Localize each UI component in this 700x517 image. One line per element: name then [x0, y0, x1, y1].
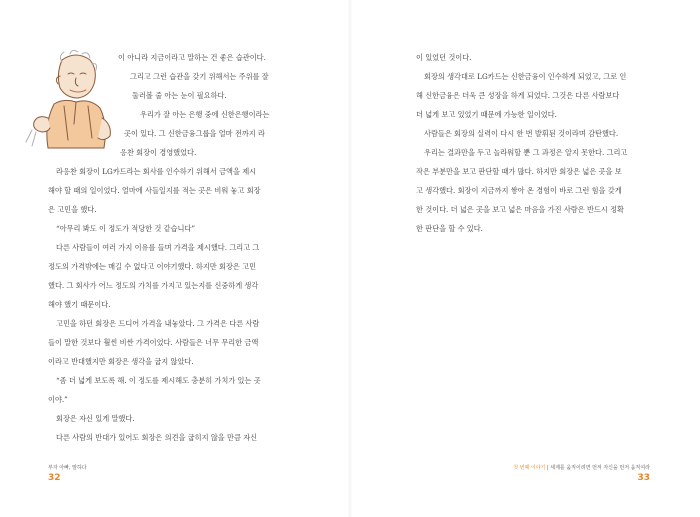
text-line: 고민을 하던 회장은 드디어 가격을 내놓았다. 그 가격은 다른 사람 — [56, 319, 260, 328]
text-line: 한 판단을 할 수 있다. — [416, 224, 483, 233]
text-line: “좀 더 넓게 보도록 해. 이 정도를 제시해도 충분히 가치가 있는 곳 — [56, 376, 261, 385]
text-line: 했다. 그 회사가 어느 정도의 가치를 가지고 있는지를 신중하게 생각 — [48, 281, 259, 290]
running-title: 부자 아빠, 말하다 — [48, 465, 87, 471]
text-line: 다른 사람들이 여러 가지 이유를 들며 가격을 제시했다. 그리고 그 — [56, 243, 260, 252]
running-divider: | — [546, 465, 551, 471]
body-text — [48, 162, 261, 447]
text-line: 해야 했기 때문이다. — [48, 300, 111, 309]
text-line: 해야 할 때의 일이었다. 얼마에 사들일지를 적는 곳은 비워 놓고 회장 — [48, 186, 261, 195]
text-line: 이 있었던 것이다. — [416, 53, 472, 62]
text-line: 우리는 결과만을 두고 놀라워할 뿐 그 과정은 알지 못한다. 그리고 — [424, 148, 628, 157]
text-line: 둘러볼 줄 아는 눈이 필요하다. — [132, 91, 227, 100]
text-line: 다른 사람의 반대가 있어도 회장은 의견을 굽히지 않을 만큼 자신 — [56, 433, 258, 442]
text-line: 이 아니라 지금이라고 말하는 건 좋은 습관이다. — [118, 53, 266, 62]
text-line: 사람들은 회장의 실력이 다시 한 번 발휘된 것이라며 감탄했다. — [424, 129, 619, 138]
text-line: 그리고 그런 습관을 갖기 위해서는 주위를 잘 — [130, 72, 269, 81]
text-line: 들이 말한 것보다 훨씬 비싼 가격이었다. 사람들은 너무 무리한 금액 — [48, 338, 259, 347]
page-number: 32 — [48, 473, 61, 483]
running-chapter: 세계를 움직이려면 먼저 자신을 먼저 움직여라 — [550, 465, 650, 471]
page-number: 33 — [637, 473, 650, 483]
elderly-man-sketch-icon — [18, 44, 118, 156]
text-line: 고 생각했다. 회장이 지금까지 쌓아 온 경험이 바로 그런 힘을 갖게 — [416, 186, 622, 195]
text-line: 이야.” — [48, 395, 68, 404]
text-line: 응찬 회장이 경영했었다. — [120, 148, 197, 157]
text-line: 작은 부분만을 보고 판단할 때가 많다. 하지만 회장은 넓은 곳을 보 — [416, 167, 622, 176]
running-accent: 첫 번째 이야기 — [513, 465, 546, 471]
text-line: “아무리 봐도 이 정도가 적당한 것 같습니다” — [56, 224, 196, 233]
text-line: 곳이 있다. 그 신한금융그룹을 얼마 전까지 라 — [124, 129, 265, 138]
wrap-paragraph — [118, 48, 269, 162]
text-line: 우리가 잘 아는 은행 중에 신한은행이라는 — [140, 110, 270, 119]
text-line: 해 신한금융은 더욱 큰 성장을 하게 되었다. 그것은 다른 사람보다 — [416, 91, 620, 100]
page-footer — [513, 464, 650, 488]
text-line: 더 넓게 보고 있었기 때문에 가능한 일이었다. — [416, 110, 557, 119]
text-line: 이라고 반대했지만 회장은 생각을 굽지 않았다. — [48, 357, 194, 366]
text-line: 라응찬 회장이 LG카드라는 회사를 인수하기 위해서 금액을 제시 — [56, 167, 257, 176]
running-title — [513, 464, 650, 472]
text-line: 한 것이다. 더 넓은 곳을 보고 넓은 마음을 가진 사람은 반드시 정확 — [416, 205, 624, 214]
text-line: 은 고민을 했다. — [48, 205, 97, 214]
page-footer — [48, 464, 87, 488]
body-text — [416, 48, 627, 238]
right-page — [350, 0, 700, 517]
text-line: 정도의 가격밖에는 매길 수 없다고 이야기했다. 하지만 회장은 고민 — [48, 262, 257, 271]
text-line: 회장은 자신 있게 말했다. — [56, 414, 135, 423]
text-line: 회장의 생각대로 LG카드는 신한금융이 인수하게 되었고, 그로 인 — [424, 72, 627, 81]
